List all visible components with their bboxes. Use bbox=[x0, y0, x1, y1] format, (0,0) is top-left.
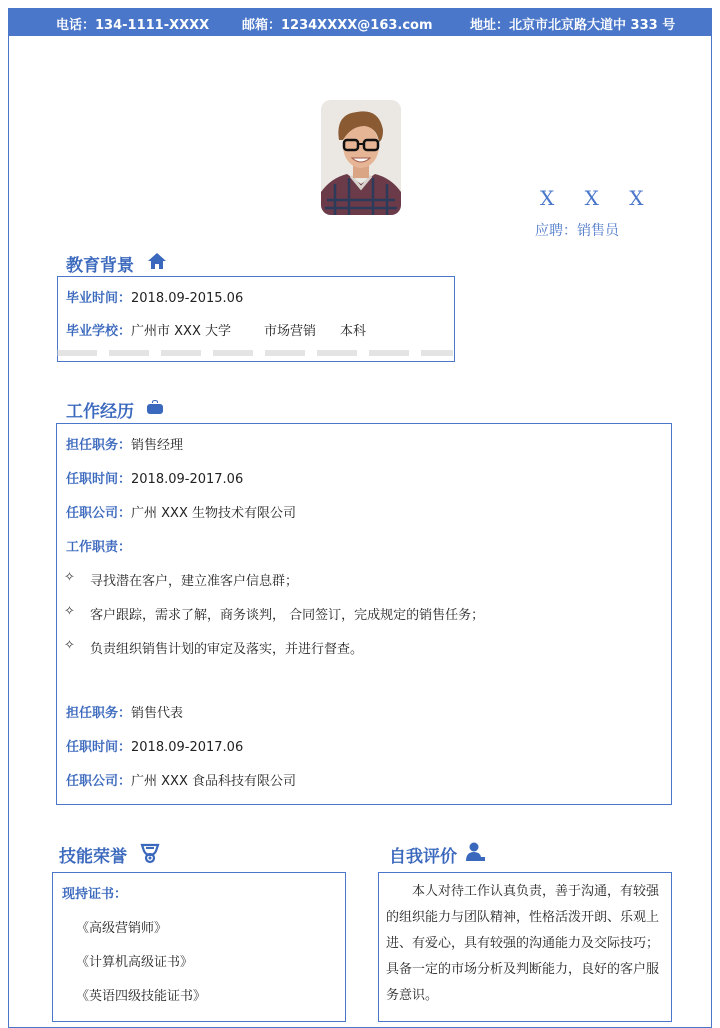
email-text: 邮箱：1234XXXX@163.com bbox=[242, 18, 433, 33]
school-value: 广州市 XXX 大学 bbox=[131, 324, 231, 339]
trophy-icon bbox=[139, 842, 161, 868]
contact-bar bbox=[8, 8, 712, 36]
skills-title: 技能荣誉 bbox=[59, 847, 127, 867]
cert-item: 《高级营销师》 bbox=[76, 921, 168, 936]
job2-company-value: 广州 XXX 食品科技有限公司 bbox=[131, 774, 296, 789]
diamond-sparkle-icon: ✧ bbox=[64, 604, 75, 619]
job1-position-label: 担任职务： bbox=[66, 438, 132, 453]
job1-time bbox=[66, 468, 243, 487]
job1-company-label: 任职公司： bbox=[66, 506, 132, 521]
job1-duties-label bbox=[66, 536, 131, 555]
address-text: 地址：北京市北京路大道中 333 号 bbox=[470, 18, 676, 33]
grad-time-label: 毕业时间： bbox=[66, 291, 132, 306]
self-eval-text: 本人对待工作认真负责，善于沟通，有较强的组织能力与团队精神，性格活泼开朗、乐观上进、有爱心，具有较强的沟通能力及交际技巧；具备一定的市场分析及判断能力，良好的客户服务意识。 bbox=[386, 884, 660, 1003]
job1-company-value: 广州 XXX 生物技术有限公司 bbox=[131, 506, 296, 521]
job1-time-label: 任职时间： bbox=[66, 472, 132, 487]
diamond-sparkle-icon: ✧ bbox=[64, 570, 75, 585]
job2-time-value: 2018.09-2017.06 bbox=[131, 740, 244, 755]
education-title: 教育背景 bbox=[66, 256, 134, 276]
grad-time-value: 2018.09-2015.06 bbox=[131, 291, 244, 306]
job2-company-label: 任职公司： bbox=[66, 774, 132, 789]
education-school bbox=[66, 320, 231, 339]
job2-time bbox=[66, 736, 243, 755]
briefcase-icon bbox=[146, 398, 164, 420]
job1-time-value: 2018.09-2017.06 bbox=[131, 472, 244, 487]
cert-label: 现持证书： bbox=[62, 887, 128, 902]
diamond-sparkle-icon: ✧ bbox=[64, 638, 75, 653]
job1-position bbox=[66, 434, 183, 453]
divider bbox=[57, 350, 453, 356]
education-degree: 本科 bbox=[340, 324, 367, 339]
job2-position-label: 担任职务： bbox=[66, 706, 132, 721]
school-label: 毕业学校： bbox=[66, 324, 132, 339]
apply-position: 应聘：销售员 bbox=[535, 223, 619, 239]
job2-company bbox=[66, 770, 296, 789]
profile-photo bbox=[321, 100, 401, 215]
job1-company bbox=[66, 502, 296, 521]
job2-position-value: 销售代表 bbox=[131, 706, 184, 721]
self-eval-title: 自我评价 bbox=[389, 847, 457, 867]
job2-time-label: 任职时间： bbox=[66, 740, 132, 755]
education-grad-time bbox=[66, 287, 243, 306]
cert-item: 《计算机高级证书》 bbox=[76, 955, 194, 970]
job1-position-value: 销售经理 bbox=[131, 438, 184, 453]
duties-label: 工作职责： bbox=[66, 540, 132, 555]
phone-text: 电话：134-1111-XXXX bbox=[56, 18, 210, 33]
user-icon bbox=[466, 842, 488, 866]
work-title: 工作经历 bbox=[66, 402, 134, 422]
cert-item: 《英语四级技能证书》 bbox=[76, 989, 207, 1004]
job2-position bbox=[66, 702, 183, 721]
education-major: 市场营销 bbox=[264, 324, 317, 339]
home-icon bbox=[147, 251, 167, 275]
candidate-name: X X X bbox=[540, 186, 656, 210]
